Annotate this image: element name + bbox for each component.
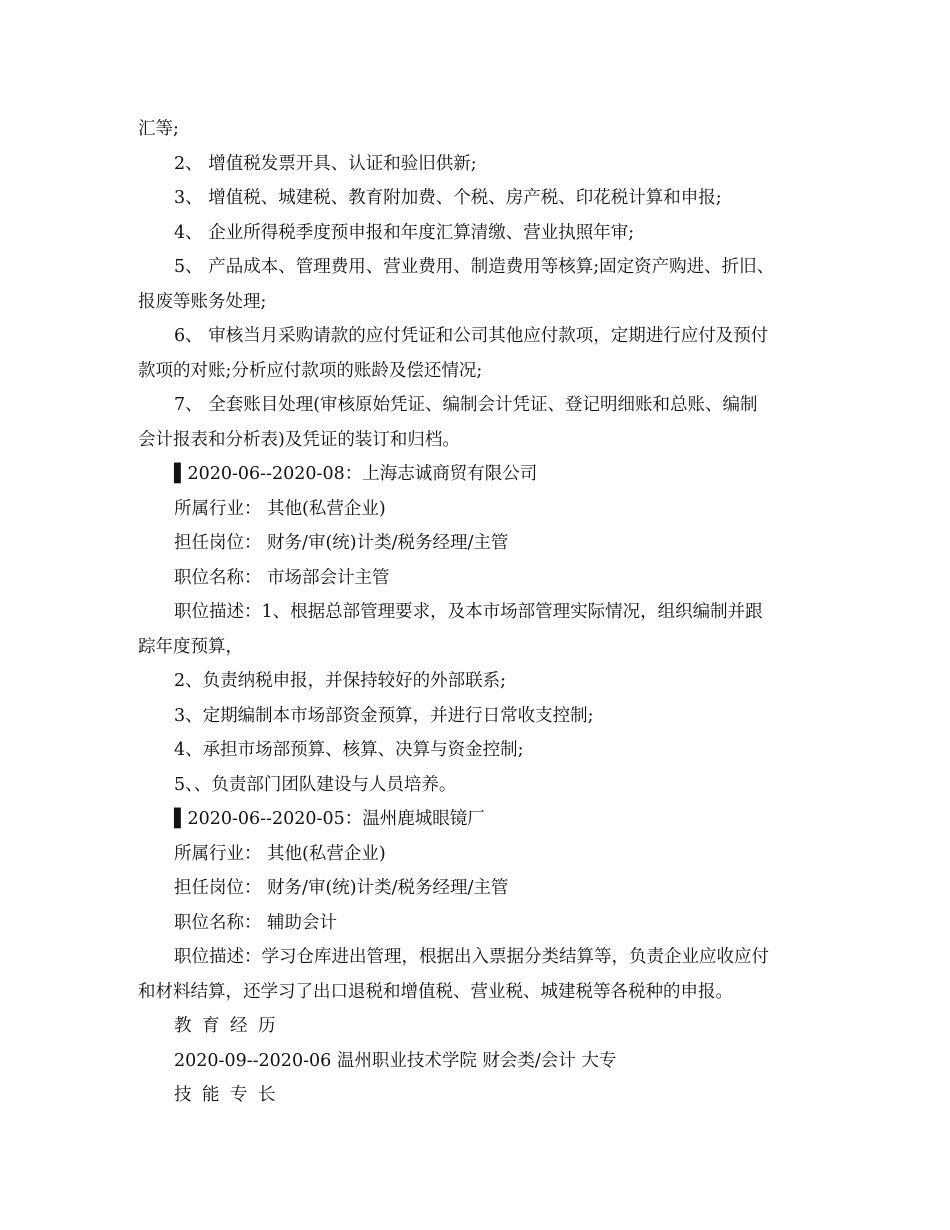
section-heading-skills: 技能专长	[174, 1085, 286, 1105]
text-line: 4、承担市场部预算、核算、决算与资金控制;	[174, 740, 524, 760]
text-line: 会计报表和分析表)及凭证的装订和归档。	[138, 429, 460, 450]
job-heading: ▌2020-06--2020-08：上海志诚商贸有限公司	[174, 464, 538, 484]
job-title-line: 职位名称： 辅助会计	[174, 912, 338, 933]
text-line: 6、 审核当月采购请款的应付凭证和公司其他应付款项，定期进行应付及预付	[174, 326, 769, 346]
text-line: 踪年度预算，	[138, 636, 243, 657]
text-line: 5、 产品成本、管理费用、营业费用、制造费用等核算;固定资产购进、折旧、	[174, 257, 775, 277]
text-line: 4、 企业所得税季度预申报和年度汇算清缴、营业执照年审;	[174, 222, 635, 243]
text-line: 报废等账务处理;	[138, 291, 267, 312]
text-line: 汇等;	[138, 119, 179, 139]
text-line: 5、、负责部门团队建设与人员培养。	[174, 774, 457, 795]
job-description-line: 职位描述：1、根据总部管理要求，及本市场部管理实际情况，组织编制并跟	[174, 602, 763, 622]
text-line: 7、 全套账目处理(审核原始凭证、编制会计凭证、登记明细账和总账、编制	[174, 395, 758, 415]
job-title-line: 职位名称： 市场部会计主管	[174, 567, 390, 588]
text-line: 和材料结算，还学习了出口退税和增值税、营业税、城建税等各税种的申报。	[138, 981, 733, 1002]
resume-body	[138, 112, 818, 1113]
text-line: 2、 增值税发票开具、认证和验旧供新;	[174, 153, 477, 174]
text-line: 款项的对账;分析应付款项的账龄及偿还情况;	[138, 360, 483, 381]
text-line: 3、定期编制本市场部资金预算，并进行日常收支控制;	[174, 705, 594, 726]
education-entry: 2020-09--2020-06 温州职业技术学院 财会类/会计 大专	[174, 1050, 617, 1071]
position-line: 担任岗位： 财务/审(统)计类/税务经理/主管	[174, 878, 509, 898]
industry-line: 所属行业： 其他(私营企业)	[174, 498, 386, 519]
industry-line: 所属行业： 其他(私营企业)	[174, 843, 386, 864]
job-description-line: 职位描述：学习仓库进出管理，根据出入票据分类结算等，负责企业应收应付	[174, 947, 769, 967]
section-heading-education: 教育经历	[174, 1016, 286, 1036]
text-line: 3、 增值税、城建税、教育附加费、个税、房产税、印花税计算和申报;	[174, 188, 722, 208]
job-heading: ▌2020-06--2020-05：温州鹿城眼镜厂	[174, 809, 485, 829]
text-line: 2、负责纳税申报，并保持较好的外部联系;	[174, 671, 507, 691]
position-line: 担任岗位： 财务/审(统)计类/税务经理/主管	[174, 533, 509, 553]
